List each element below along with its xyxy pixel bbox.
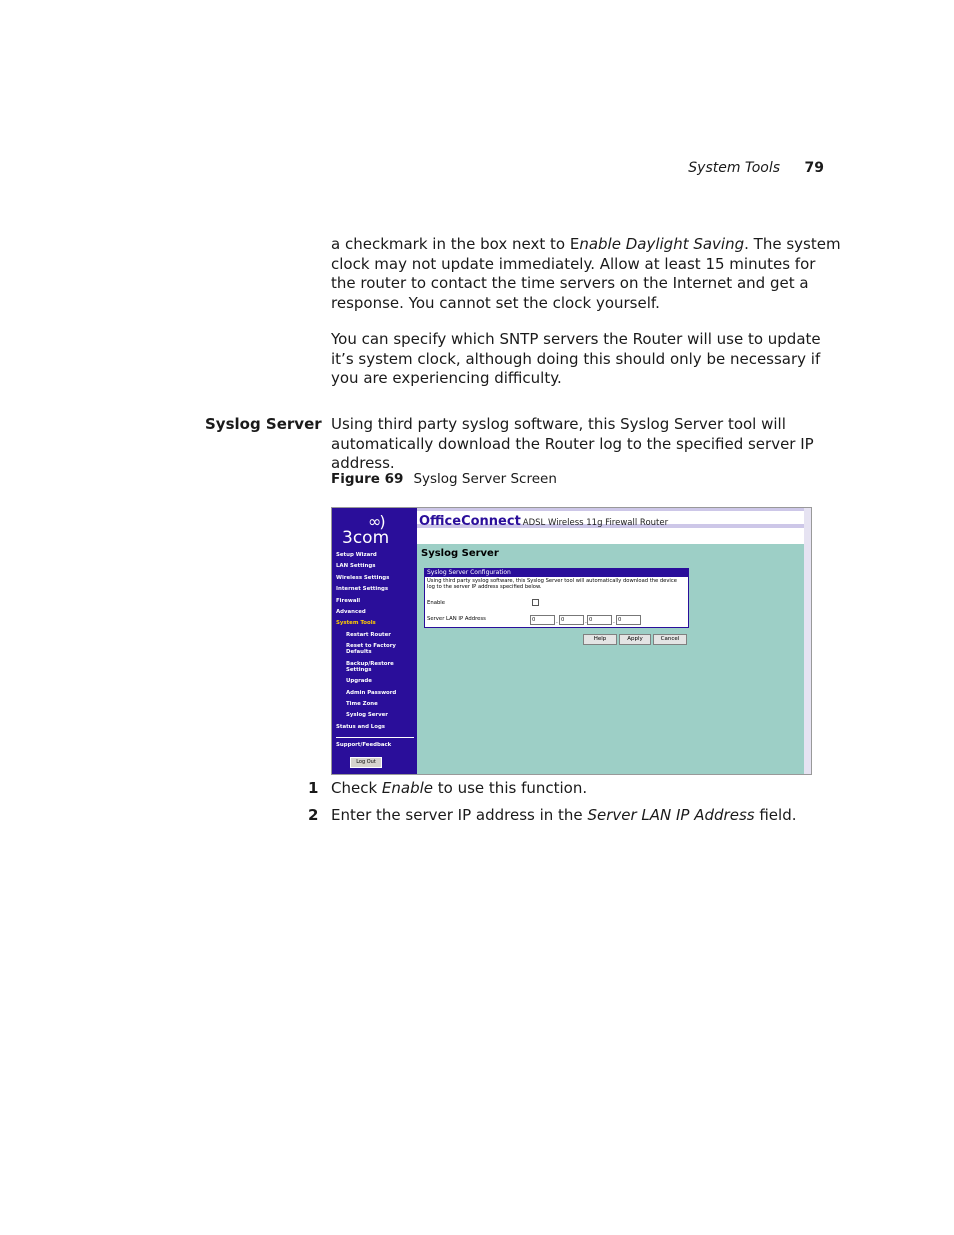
nav-lan-settings[interactable]: LAN Settings [336,563,376,570]
nav-setup-wizard[interactable]: Setup Wizard [336,552,377,558]
router-screenshot [331,507,812,775]
enable-checkbox[interactable] [532,599,539,606]
syslog-config-panel [424,568,689,628]
p1-text-italic: nable Daylight Saving [579,235,745,253]
step-text: Check [331,779,382,797]
step-2 [308,806,796,824]
step-text: Enter the server IP address in the [331,806,588,824]
step-text: field. [754,806,797,824]
nav-wireless-settings[interactable]: Wireless Settings [336,574,390,581]
panel-title: Syslog Server Configuration [425,569,688,577]
ip-octet-4[interactable]: 0 [616,615,641,625]
ip-dot: . [556,618,558,625]
step-number: 2 [308,806,319,824]
nav-internet-settings[interactable]: Internet Settings [336,586,389,593]
step-text-italic: Server LAN IP Address [587,806,755,824]
nav-divider [336,737,414,738]
nav-support[interactable]: Support/Feedback [336,742,392,748]
panel-description: Using third party syslog software, this Syslog Server tool will automatically download the device log to the server IP address specified below. [427,578,677,590]
nav-backup-restore[interactable]: Backup/Restore Settings [346,660,394,673]
top-strip [417,508,811,511]
p1-text-a: a checkmark in the box next to E [331,235,580,253]
nav-admin-password[interactable]: Admin Password [346,689,397,696]
nav-system-tools[interactable]: System Tools [336,620,376,627]
officeconnect-brand [419,514,668,529]
3com-logo [342,512,389,548]
figure-title: Syslog Server Screen [413,471,557,487]
router-nav [336,552,416,735]
header-section: System Tools [688,160,781,176]
step-text-italic: Enable [381,779,434,797]
3com-mark-icon: ∞) [368,512,384,531]
brand-subtitle: ADSL Wireless 11g Firewall Router [522,518,669,528]
step-number: 1 [308,779,319,797]
help-button[interactable]: Help [583,634,617,645]
brand-name: OfficeConnect [419,514,521,529]
3com-logo-text: 3com [342,528,390,548]
paragraph-sntp: You can specify which SNTP servers the Router will use to update it’s system clock, although doing this should only be necessary if you are experiencing difficulty. [331,330,821,387]
p1-text-c: . The system clock may not update immediately. Allow at least 15 minutes for the router to contact the time servers on the Internet and get a response. You cannot set the clock yourself. [331,235,841,312]
figure-label: Figure 69 [331,471,404,487]
nav-firewall[interactable]: Firewall [336,597,361,604]
figure-caption [331,471,557,487]
ip-octet-2[interactable]: 0 [559,615,584,625]
nav-status-logs[interactable]: Status and Logs [336,723,386,730]
nav-advanced[interactable]: Advanced [336,608,366,615]
right-edge-bar [804,508,811,774]
nav-reset-factory[interactable]: Reset to Factory Defaults [346,643,396,656]
ip-label: Server LAN IP Address [427,616,486,622]
router-topbar [417,508,811,544]
step-text: to use this function. [433,779,588,797]
step-1 [308,779,587,797]
ip-dot: . [585,618,587,625]
paragraph-daylight-saving [331,235,843,313]
nav-time-zone[interactable]: Time Zone [346,700,378,707]
nav-syslog-server[interactable]: Syslog Server [346,712,388,719]
router-sidebar [332,508,417,774]
ip-dot: . [613,618,615,625]
router-content [417,544,804,774]
cancel-button[interactable]: Cancel [653,634,687,645]
section-heading: Syslog Server [205,415,322,433]
nav-restart-router[interactable]: Restart Router [346,631,391,638]
page-number: 79 [804,160,824,176]
section-text: Using third party syslog software, this Syslog Server tool will automatically download the Router log to the specified server IP address. [331,415,814,472]
ip-octet-1[interactable]: 0 [530,615,555,625]
logout-button[interactable]: Log Out [350,757,382,768]
nav-upgrade[interactable]: Upgrade [346,678,372,685]
apply-button[interactable]: Apply [619,634,651,645]
ip-octet-3[interactable]: 0 [587,615,612,625]
running-header [688,160,824,176]
enable-label: Enable [427,600,446,606]
router-page-title: Syslog Server [421,548,499,559]
